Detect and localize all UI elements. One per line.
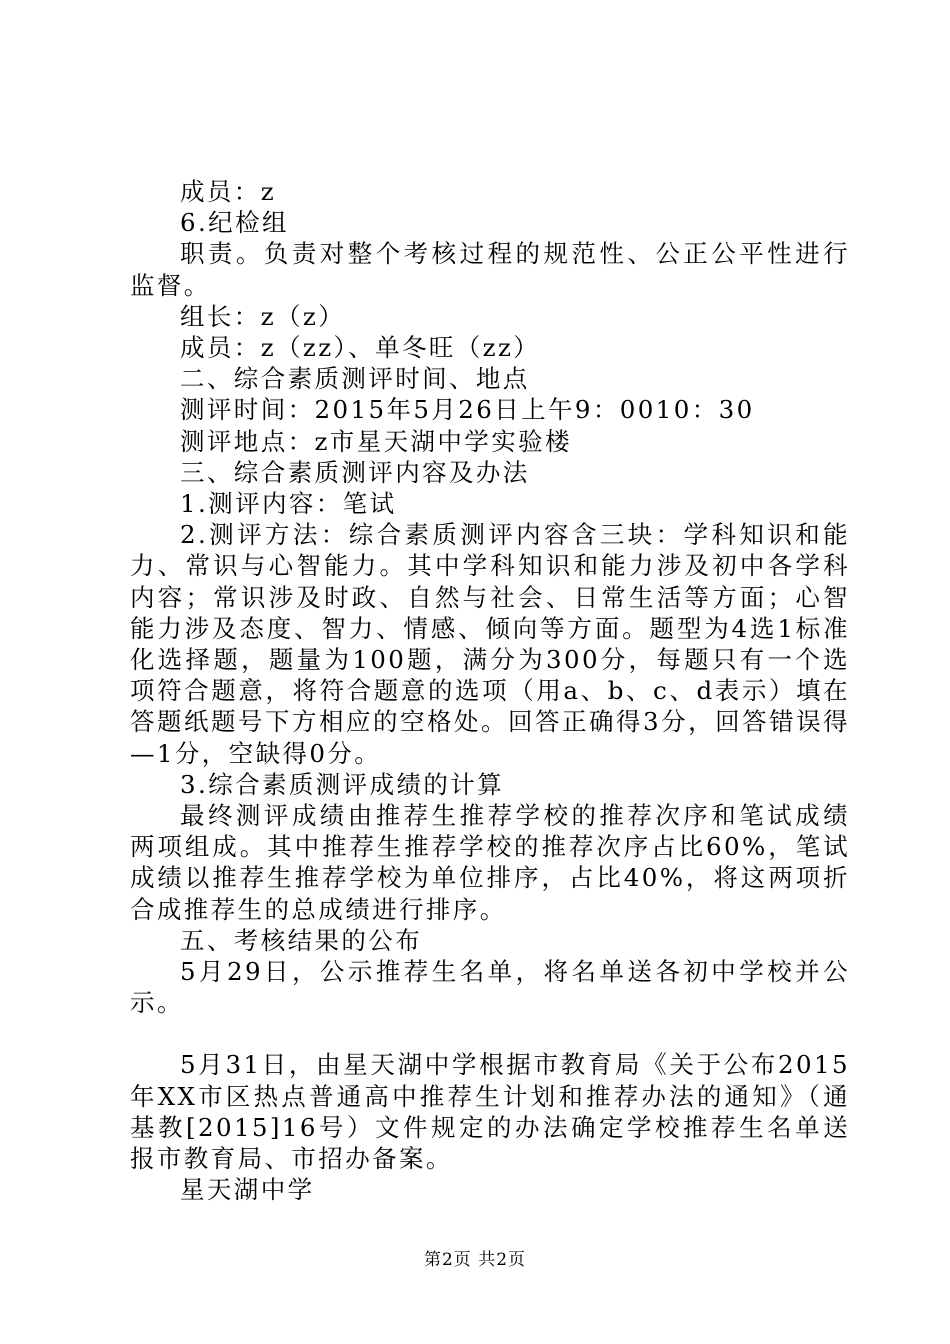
- paragraph-test-content: 1.测评内容：笔试: [180, 489, 397, 519]
- paragraph-test-time: 测评时间：2015年5月26日上午9：0010：30: [180, 395, 755, 425]
- paragraph-test-method: 2.测评方法：综合素质测评内容含三块：学科知识和能力、常识与心智能力。其中学科知识和能力涉及初中各学科内容；常识涉及时政、自然与社会、日常生活等方面；心智能力涉及态度、智力、情感、倾向等方面。题型为4选1标准化选择题，题量为100题，满分为300分，每题只有一个选项符合题意，将符合题意的选项（用a、b、c、d表示）填在答题纸题号下方相应的空格处。回答正确得3分，回答错误得—1分，空缺得0分。: [130, 520, 850, 768]
- section-heading-content-method: 三、综合素质测评内容及办法: [180, 457, 530, 487]
- signature-school: 星天湖中学: [180, 1175, 315, 1205]
- paragraph-group-leader: 组长：z（z）: [180, 301, 346, 331]
- paragraph-may-29: 5月29日，公示推荐生名单，将名单送各初中学校并公示。: [130, 957, 850, 1018]
- page-footer: 第2页 共2页: [423, 1250, 527, 1270]
- paragraph-may-31: 5月31日，由星天湖中学根据市教育局《关于公布2015年XX市区热点普通高中推荐生计划和推荐办法的通知》（通基教[2015]16号）文件规定的办法确定学校推荐生名单送报市教育局、市招办备案。: [130, 1050, 850, 1174]
- paragraph-group-members: 成员：z（zz）、单冬旺（zz）: [180, 333, 541, 363]
- paragraph-member: 成员：z: [180, 177, 277, 206]
- document-body: [130, 176, 850, 1206]
- paragraph-final-score: 最终测评成绩由推荐生推荐学校的推荐次序和笔试成绩两项组成。其中推荐生推荐学校的推荐次序占比60%，笔试成绩以推荐生推荐学校为单位排序，占比40%，将这两项折合成推荐生的总成绩进行排序。: [130, 801, 850, 924]
- section-heading-time-place: 二、综合素质测评时间、地点: [180, 364, 530, 394]
- paragraph-discipline-group: 6.纪检组: [180, 208, 289, 238]
- paragraph-test-location: 测评地点：z市星天湖中学实验楼: [180, 426, 572, 456]
- paragraph-duties: 职责。负责对整个考核过程的规范性、公正公平性进行监督。: [130, 239, 850, 300]
- paragraph-score-calc-heading: 3.综合素质测评成绩的计算: [180, 769, 505, 799]
- section-heading-results: 五、考核结果的公布: [180, 925, 423, 955]
